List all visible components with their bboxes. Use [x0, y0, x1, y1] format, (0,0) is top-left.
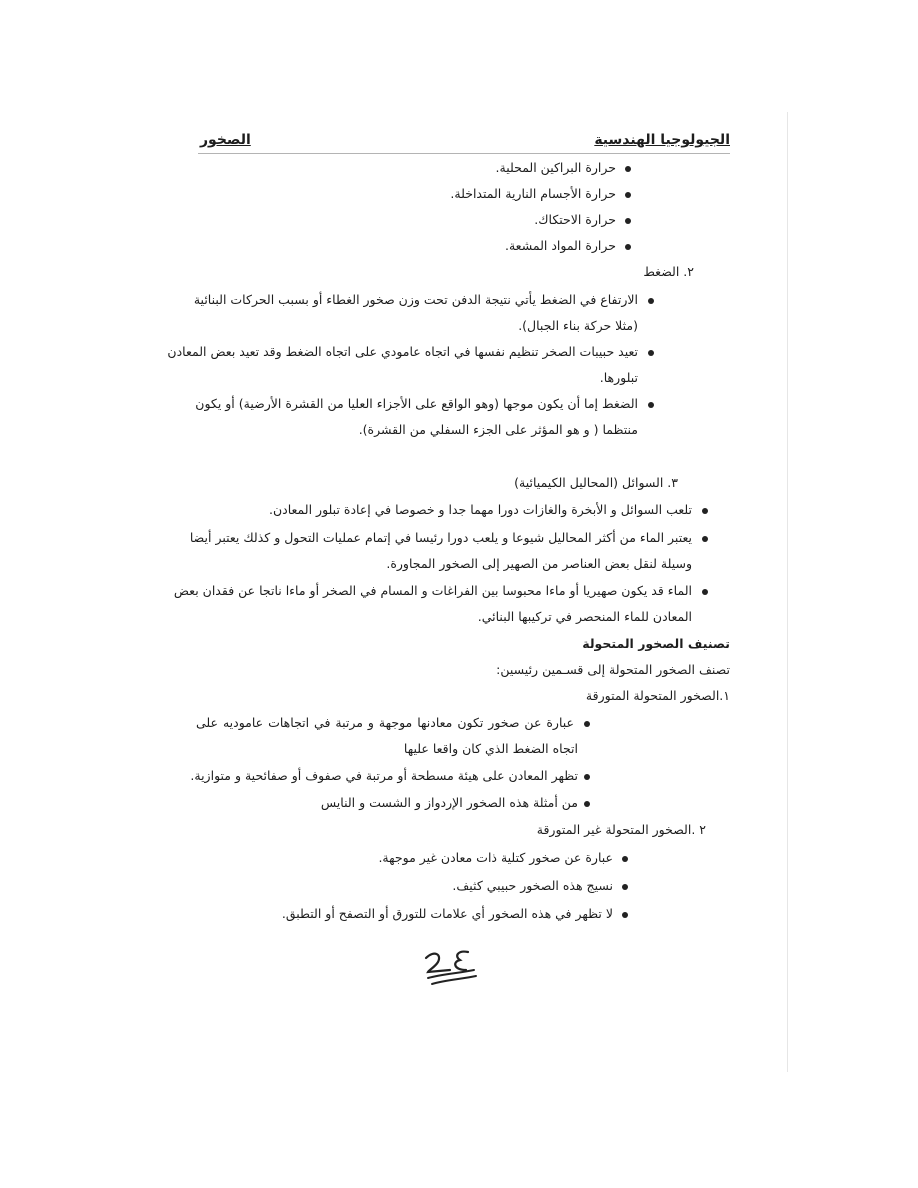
pressure-item-line: الضغط إما أن يكون موجها (وهو الواقع على الأجزاء العليا من القشرة الأرضية) أو يكون: [195, 396, 638, 411]
non-foliated-item: لا تظهر في هذه الصخور أي علامات للتورق أو التصفح أو التطبق.: [281, 906, 613, 921]
bullet-icon: [625, 166, 631, 172]
foliated-item: تظهر المعادن على هيئة مسطحة أو مرتبة في صفوف أو صفائحية و متوازية.: [190, 768, 578, 783]
fluids-item-line: وسيلة لنقل بعض العناصر من الصهير إلى الصخور المجاورة.: [386, 556, 692, 571]
bullet-icon: [648, 350, 654, 356]
header-rule: [198, 153, 730, 154]
non-foliated-item: عبارة عن صخور كتلية ذات معادن غير موجهة.: [378, 850, 613, 865]
scan-edge-line: [787, 112, 788, 1072]
foliated-item: من أمثلة هذه الصخور الإردواز و الشست و النايس: [320, 795, 578, 810]
foliated-heading: ١.الصخور المتحولة المتورقة: [585, 688, 730, 703]
foliated-item-line: اتجاه الضغط الذي كان واقعا عليها: [403, 741, 578, 756]
bullet-icon: [584, 774, 590, 780]
handwritten-page-number-drawing: [420, 940, 480, 996]
fluids-item-line: المعادن للماء المنحصر في تركيبها البنائي.: [477, 609, 692, 624]
list-item: حرارة البراكين المحلية.: [495, 160, 616, 175]
foliated-item-line: عبارة عن صخور تكون معادنها موجهة و مرتبة في اتجاهات عاموديه على: [196, 715, 574, 730]
bullet-icon: [702, 508, 708, 514]
bullet-icon: [622, 884, 628, 890]
classification-intro: تصنف الصخور المتحولة إلى قسـمين رئيسين:: [496, 662, 730, 677]
bullet-icon: [622, 912, 628, 918]
pressure-item-line: منتظما ( و هو المؤثر على الجزء السفلي من القشرة).: [358, 422, 638, 437]
section-heading-fluids: ٣. السوائل (المحاليل الكيميائية): [514, 475, 678, 490]
bullet-icon: [622, 856, 628, 862]
bullet-icon: [648, 298, 654, 304]
bullet-icon: [625, 192, 631, 198]
pressure-item-line: تعيد حبيبات الصخر تنظيم نفسها في اتجاه عامودي على اتجاه الضغط وقد تعيد بعض المعادن: [167, 344, 638, 359]
bullet-icon: [584, 721, 590, 727]
list-item: حرارة الأجسام النارية المتداخلة.: [450, 186, 616, 201]
non-foliated-item: نسيج هذه الصخور حبيبي كثيف.: [452, 878, 613, 893]
list-item: حرارة الاحتكاك.: [534, 212, 616, 227]
bullet-icon: [648, 402, 654, 408]
header-section: الصخور: [200, 132, 251, 148]
non-foliated-heading: ٢ .الصخور المتحولة غير المتورقة: [536, 822, 706, 837]
fluids-item-line: يعتبر الماء من أكثر المحاليل شيوعا و يلعب دورا رئيسا في إتمام عمليات التحول و كذلك يعتبر أيضا: [189, 530, 692, 545]
bullet-icon: [625, 218, 631, 224]
header-title: الجيولوجيا الهندسية: [594, 132, 730, 148]
pressure-item-line: (مثلا حركة بناء الجبال).: [518, 318, 638, 333]
pressure-item-line: الارتفاع في الضغط يأتي نتيجة الدفن تحت وزن صخور الغطاء أو بسبب الحركات البنائية: [193, 292, 638, 307]
list-item: حرارة المواد المشعة.: [505, 238, 616, 253]
pressure-item-line: تبلورها.: [599, 370, 638, 385]
handwritten-page-number: [420, 940, 480, 1000]
bullet-icon: [702, 589, 708, 595]
classification-title: تصنيف الصخور المتحولة: [582, 636, 730, 651]
fluids-item: تلعب السوائل و الأبخرة والغازات دورا مهما جدا و خصوصا في إعادة تبلور المعادن.: [269, 502, 692, 517]
bullet-icon: [584, 801, 590, 807]
fluids-item-line: الماء قد يكون صهيريا أو ماءا محبوسا بين الفراغات و المسام في الصخر أو ماءا ناتجا عن فقدان بعض: [173, 583, 692, 598]
bullet-icon: [625, 244, 631, 250]
bullet-icon: [702, 536, 708, 542]
section-heading-pressure: ٢. الضغط: [643, 264, 694, 279]
